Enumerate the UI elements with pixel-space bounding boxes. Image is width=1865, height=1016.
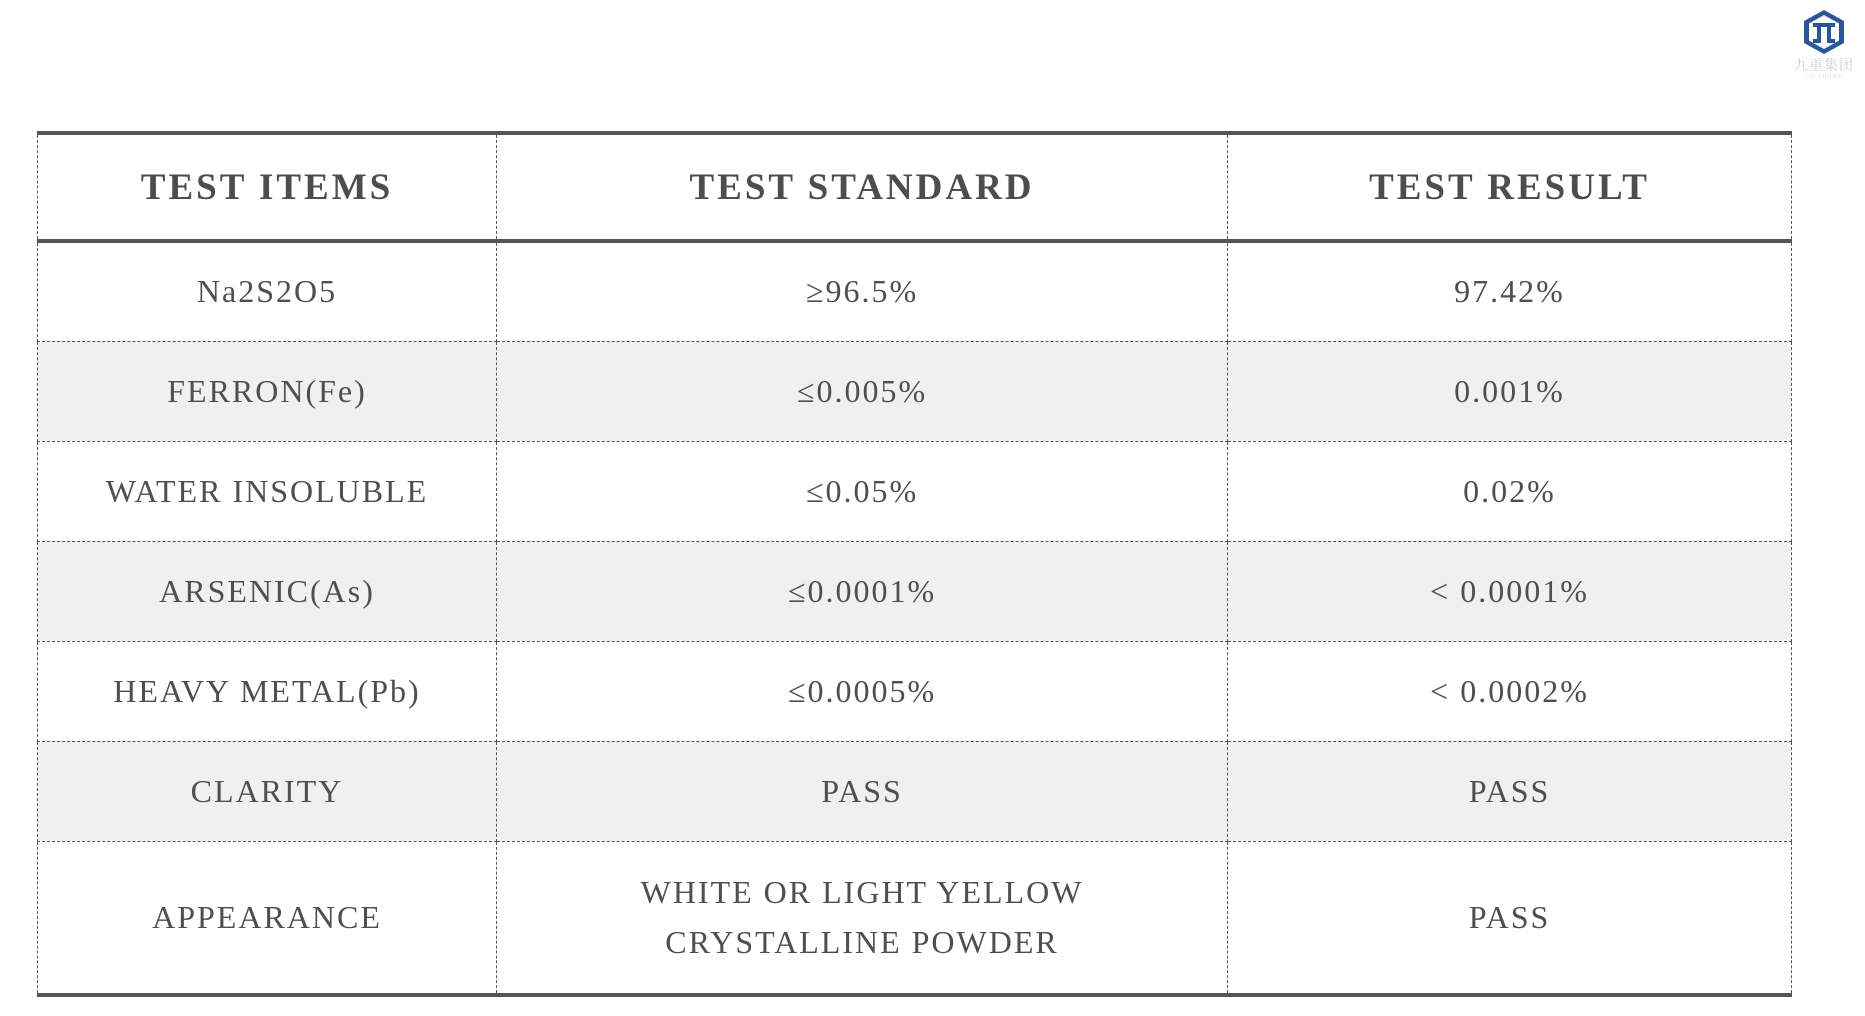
cell-result: PASS bbox=[1228, 841, 1792, 995]
table-header-row bbox=[38, 133, 1792, 241]
cell-standard: ≤0.05% bbox=[497, 441, 1228, 541]
test-results-table bbox=[37, 131, 1792, 997]
cell-item: FERRON(Fe) bbox=[38, 341, 497, 441]
cell-item: CLARITY bbox=[38, 741, 497, 841]
cell-item: APPEARANCE bbox=[38, 841, 497, 995]
cell-result: 97.42% bbox=[1228, 241, 1792, 341]
cell-item: ARSENIC(As) bbox=[38, 541, 497, 641]
cell-standard-line: WHITE OR LIGHT YELLOW bbox=[640, 874, 1084, 911]
brand-logo bbox=[1788, 8, 1860, 92]
brand-logo-icon bbox=[1800, 8, 1848, 56]
cell-item: WATER INSOLUBLE bbox=[38, 441, 497, 541]
cell-result: 0.001% bbox=[1228, 341, 1792, 441]
cell-standard: ≤0.005% bbox=[497, 341, 1228, 441]
table-row bbox=[38, 641, 1792, 741]
cell-standard: ≤0.0001% bbox=[497, 541, 1228, 641]
cell-item: Na2S2O5 bbox=[38, 241, 497, 341]
table-row bbox=[38, 341, 1792, 441]
cell-result: < 0.0001% bbox=[1228, 541, 1792, 641]
brand-name-en: JIU CHONG bbox=[1806, 74, 1842, 80]
table-row bbox=[38, 741, 1792, 841]
cell-standard-line: CRYSTALLINE POWDER bbox=[665, 924, 1059, 961]
table-row bbox=[38, 841, 1792, 995]
table-row bbox=[38, 441, 1792, 541]
table-row bbox=[38, 541, 1792, 641]
cell-result: PASS bbox=[1228, 741, 1792, 841]
cell-standard: ≥96.5% bbox=[497, 241, 1228, 341]
header-test-items: TEST ITEMS bbox=[38, 133, 497, 241]
cell-item: HEAVY METAL(Pb) bbox=[38, 641, 497, 741]
header-test-result: TEST RESULT bbox=[1228, 133, 1792, 241]
cell-standard bbox=[497, 841, 1228, 995]
table-row bbox=[38, 241, 1792, 341]
cell-standard: ≤0.0005% bbox=[497, 641, 1228, 741]
header-test-standard: TEST STANDARD bbox=[497, 133, 1228, 241]
cell-result: 0.02% bbox=[1228, 441, 1792, 541]
cell-result: < 0.0002% bbox=[1228, 641, 1792, 741]
cell-standard: PASS bbox=[497, 741, 1228, 841]
brand-name-cn: 九重集团 bbox=[1794, 58, 1854, 74]
